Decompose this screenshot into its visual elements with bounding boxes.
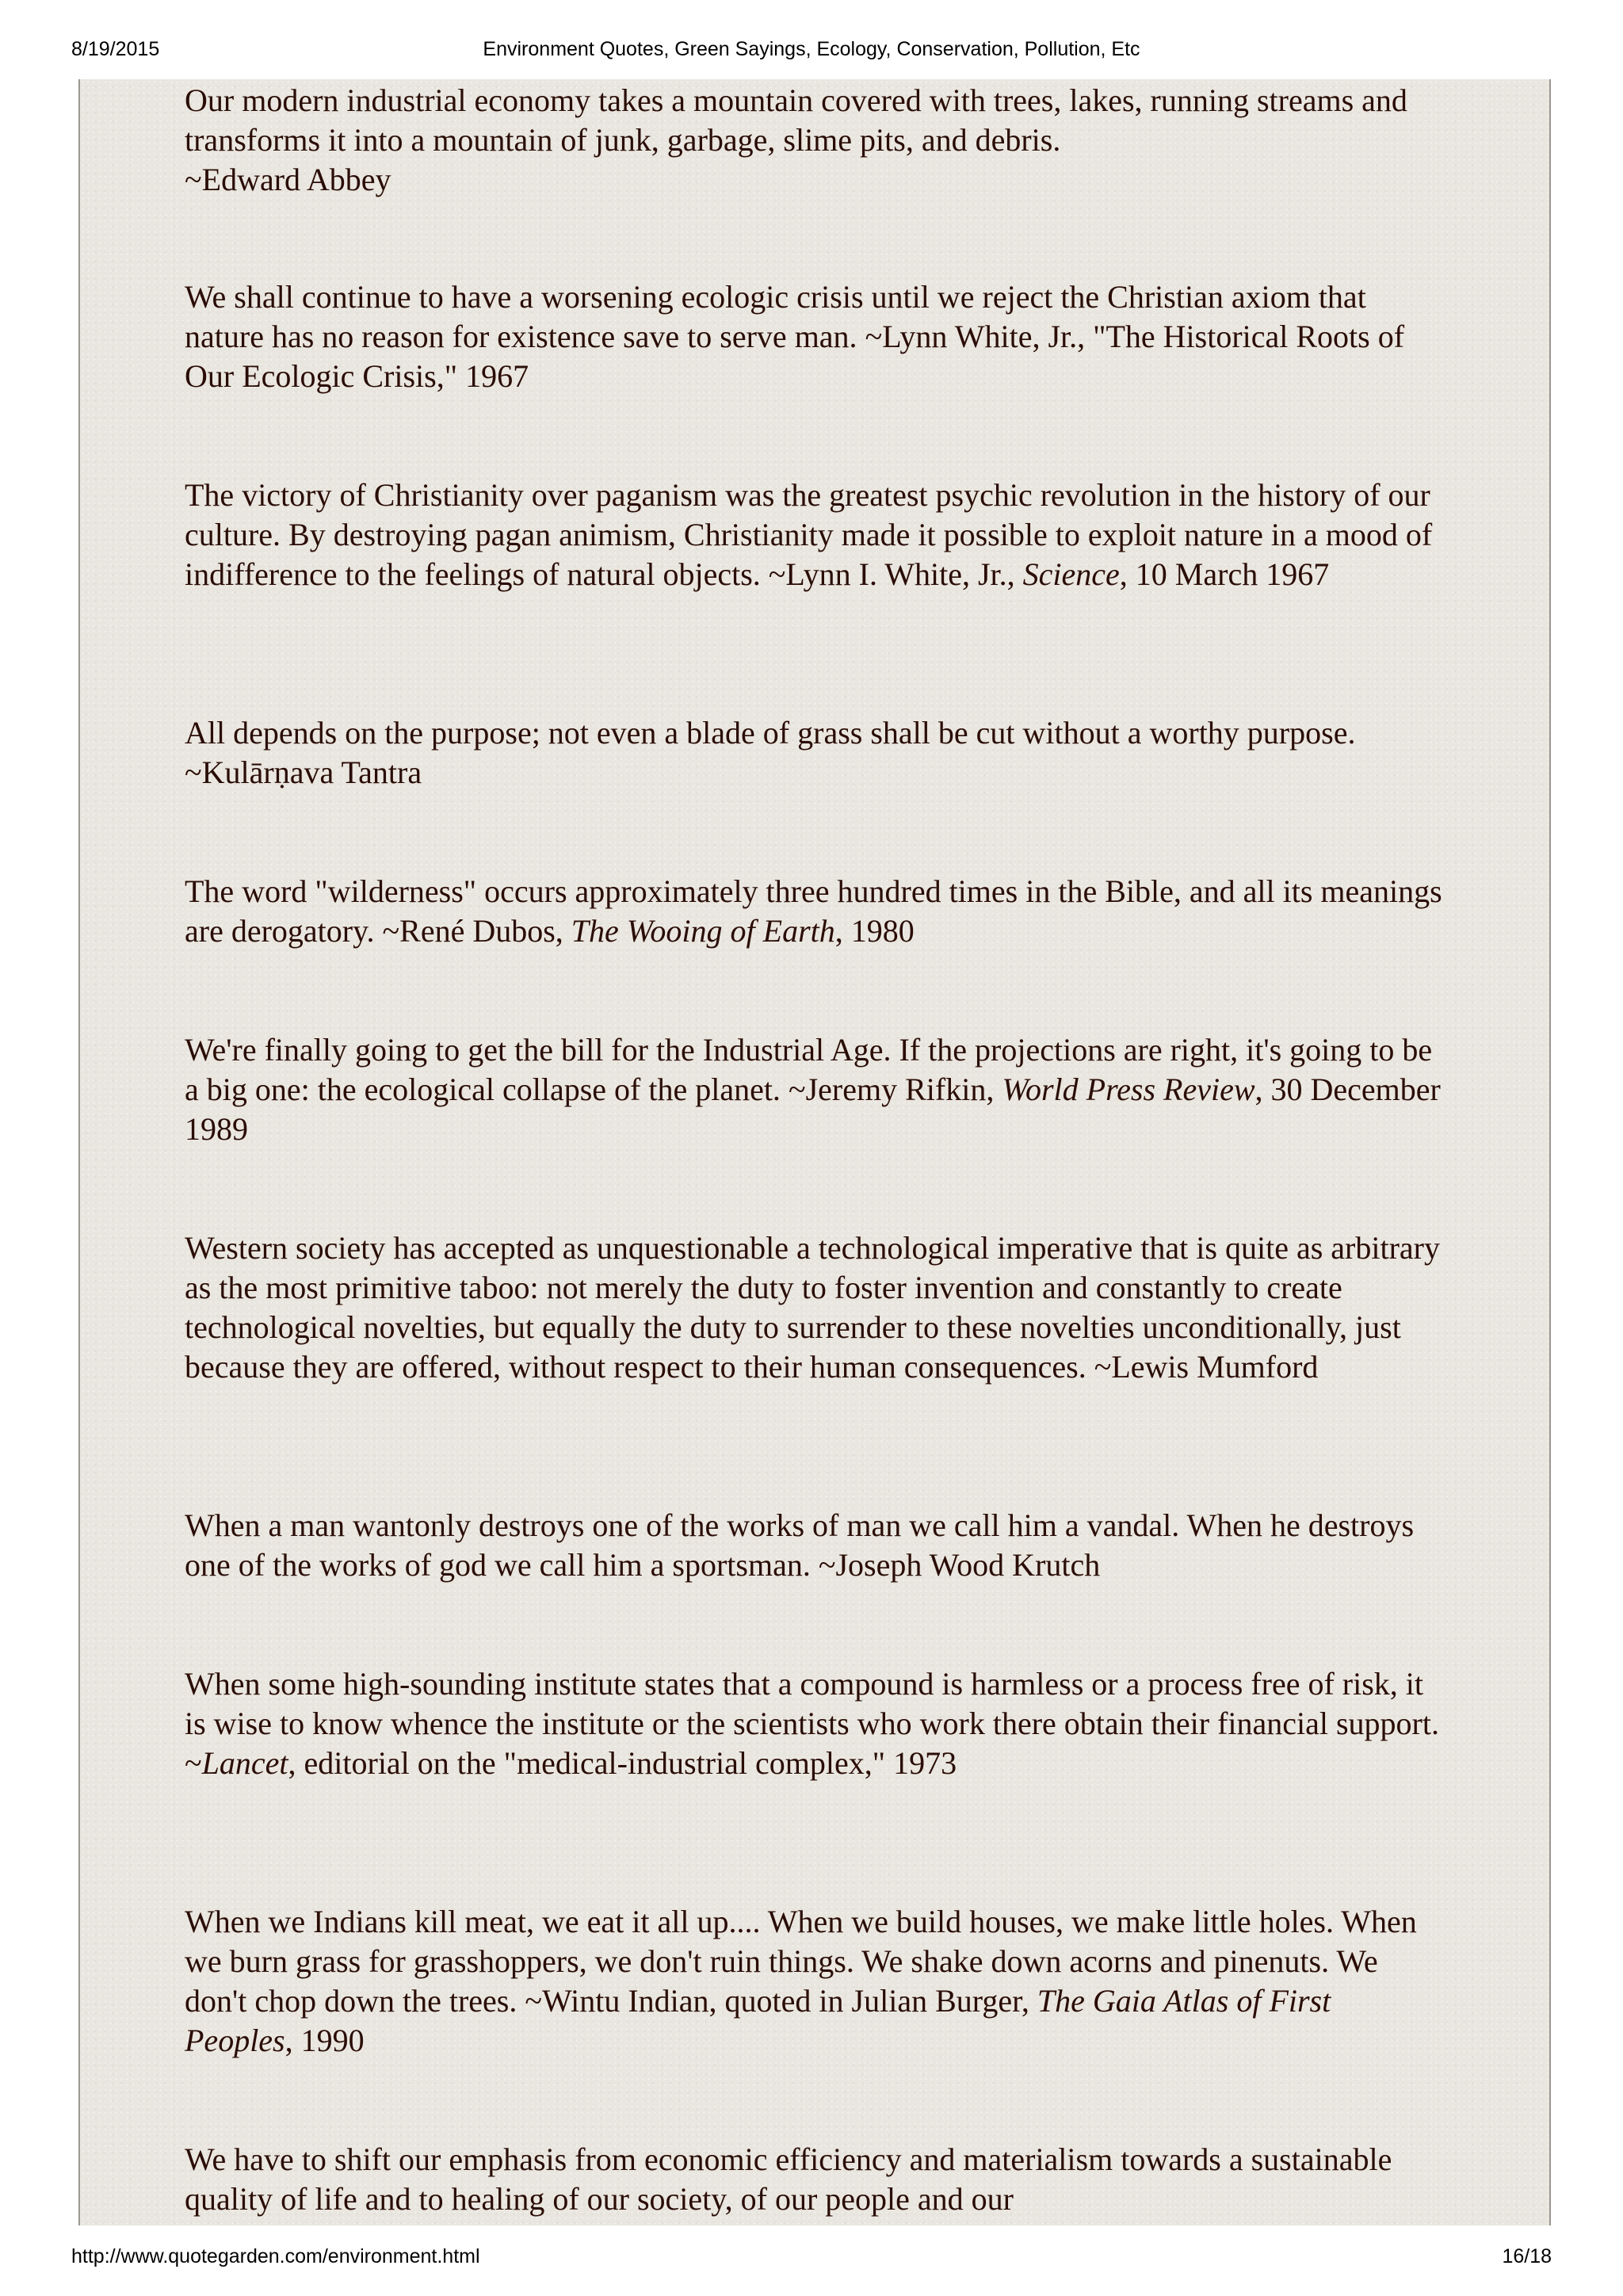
quote-text: Western society has accepted as unquestionable a technological imperative that is quite as arbitrary as the most primitive taboo: not merely the duty to foster invention and constantly to create technological novelties, but equally the duty to surrender to these novelties unconditionally, just because they are offered, without respect to their human consequences. bbox=[185, 1230, 1440, 1385]
quote-text: We shall continue to have a worsening ecologic crisis until we reject the Christian axiom that nature has no reason for existence save to serve man. bbox=[185, 279, 1366, 354]
quote-item bbox=[185, 2140, 1445, 2219]
quote-item bbox=[185, 81, 1445, 200]
quote-text: We're finally going to get the bill for the Industrial Age. If the projections are right, it's going to be a big one: the ecological collapse of the planet. bbox=[185, 1032, 1433, 1107]
quote-attribution: ~Kulārṇava Tantra bbox=[185, 755, 422, 790]
quote-item bbox=[185, 1506, 1445, 1585]
quote-attribution: ~Jeremy Rifkin, bbox=[788, 1072, 1002, 1107]
quote-text: We have to shift our emphasis from economic efficiency and materialism towards a sustainable quality of life and to healing of our society, of our people and our bbox=[185, 2141, 1392, 2217]
quote-attribution: ~Lewis Mumford bbox=[1094, 1349, 1319, 1385]
quote-attribution: ~Lynn White, Jr., "The Historical Roots of Our Ecologic Crisis," 1967 bbox=[185, 319, 1405, 394]
quote-source: Lancet bbox=[201, 1745, 288, 1781]
quote-text: When we Indians kill meat, we eat it all up.... When we build houses, we make little holes. When we burn grass for grasshoppers, we don't ruin things. We shake down acorns and pinenuts. We don't chop down the trees. bbox=[185, 1904, 1417, 2019]
quote-attribution: ~Joseph Wood Krutch bbox=[818, 1547, 1101, 1583]
quote-item bbox=[185, 277, 1445, 396]
quote-text: The word "wilderness" occurs approximately three hundred times in the Bible, and all its meanings are derogatory. bbox=[185, 873, 1442, 949]
page-title: Environment Quotes, Green Sayings, Ecology, Conservation, Pollution, Etc bbox=[483, 38, 1140, 60]
quote-text: When a man wantonly destroys one of the works of man we call him a vandal. When he destroys one of the works of god we call him a sportsman. bbox=[185, 1507, 1415, 1583]
quote-text: All depends on the purpose; not even a blade of grass shall be cut without a worthy purpose. bbox=[185, 715, 1356, 751]
quote-attribution-tail: , 1980 bbox=[834, 913, 915, 949]
quote-text: When some high-sounding institute states that a compound is harmless or a process free of risk, it is wise to know whence the institute or the scientists who work there obtain their financial support. bbox=[185, 1666, 1439, 1741]
quote-attribution-tail: , 30 December 1989 bbox=[185, 1072, 1441, 1147]
quote-item bbox=[185, 1902, 1445, 2061]
quote-source: World Press Review bbox=[1002, 1072, 1255, 1107]
quote-item bbox=[185, 1228, 1445, 1387]
print-footer bbox=[0, 2245, 1623, 2277]
print-date: 8/19/2015 bbox=[71, 38, 160, 60]
quote-text: Our modern industrial economy takes a mountain covered with trees, lakes, running streams and transforms it into a mountain of junk, garbage, slime pits, and debris. bbox=[185, 82, 1407, 158]
quote-source: The Wooing of Earth bbox=[571, 913, 835, 949]
quote-source: Science bbox=[1022, 556, 1120, 592]
quote-item bbox=[185, 872, 1445, 951]
quote-item bbox=[185, 476, 1445, 594]
quote-attribution: ~René Dubos, bbox=[382, 913, 571, 949]
print-header bbox=[0, 32, 1623, 63]
quote-attribution: ~Edward Abbey bbox=[185, 162, 391, 197]
quote-item bbox=[185, 1664, 1445, 1783]
quote-attribution: ~ bbox=[185, 1745, 202, 1781]
quote-text: The victory of Christianity over paganism was the greatest psychic revolution in the history of our culture. By destroying pagan animism, Christianity made it possible to exploit nature in a mood of indifference to the feelings of natural objects. bbox=[185, 477, 1433, 592]
quote-attribution-tail: , 10 March 1967 bbox=[1119, 556, 1330, 592]
quote-attribution-tail: , 1990 bbox=[285, 2023, 365, 2058]
quote-attribution: ~Wintu Indian, quoted in Julian Burger, bbox=[525, 1983, 1037, 2019]
page-url: http://www.quotegarden.com/environment.html bbox=[71, 2245, 480, 2267]
quote-item bbox=[185, 713, 1445, 793]
quote-attribution-tail: , editorial on the "medical-industrial complex," 1973 bbox=[288, 1745, 957, 1781]
quote-attribution: ~Lynn I. White, Jr., bbox=[768, 556, 1023, 592]
quote-source: The Gaia Atlas of First Peoples bbox=[185, 1983, 1331, 2058]
quote-item bbox=[185, 1030, 1445, 1149]
page-number: 16/18 bbox=[1502, 2245, 1552, 2267]
